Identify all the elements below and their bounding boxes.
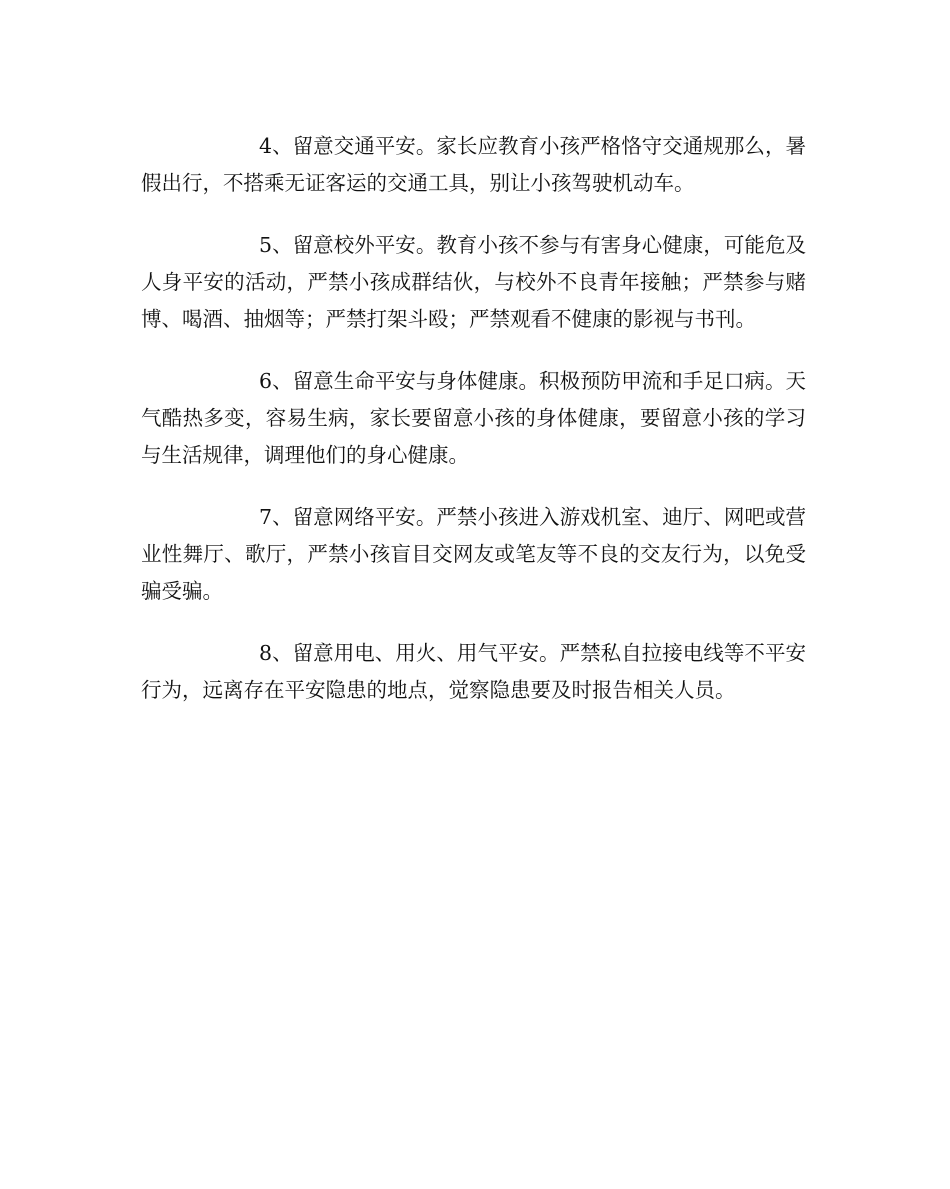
paragraph-item-4: 4、留意交通平安。家长应教育小孩严格恪守交通规那么，暑假出行，不搭乘无证客运的交通工具，别让小孩驾驶机动车。 (141, 134, 806, 195)
paragraph-item-7: 7、留意网络平安。严禁小孩进入游戏机室、迪厅、网吧或营业性舞厅、歌厅，严禁小孩盲目交网友或笔友等不良的交友行为，以免受骗受骗。 (141, 505, 806, 603)
paragraph-item-5: 5、留意校外平安。教育小孩不参与有害身心健康，可能危及人身平安的活动，严禁小孩成群结伙，与校外不良青年接触；严禁参与赌博、喝酒、抽烟等；严禁打架斗殴；严禁观看不健康的影视与书刊。 (141, 233, 806, 331)
paragraph-item-8: 8、留意用电、用火、用气平安。严禁私自拉接电线等不平安行为，远离存在平安隐患的地点，觉察隐患要及时报告相关人员。 (141, 641, 806, 702)
document-body (141, 128, 806, 734)
paragraph-item-6: 6、留意生命平安与身体健康。积极预防甲流和手足口病。天气酷热多变，容易生病，家长要留意小孩的身体健康，要留意小孩的学习与生活规律，调理他们的身心健康。 (141, 369, 806, 467)
